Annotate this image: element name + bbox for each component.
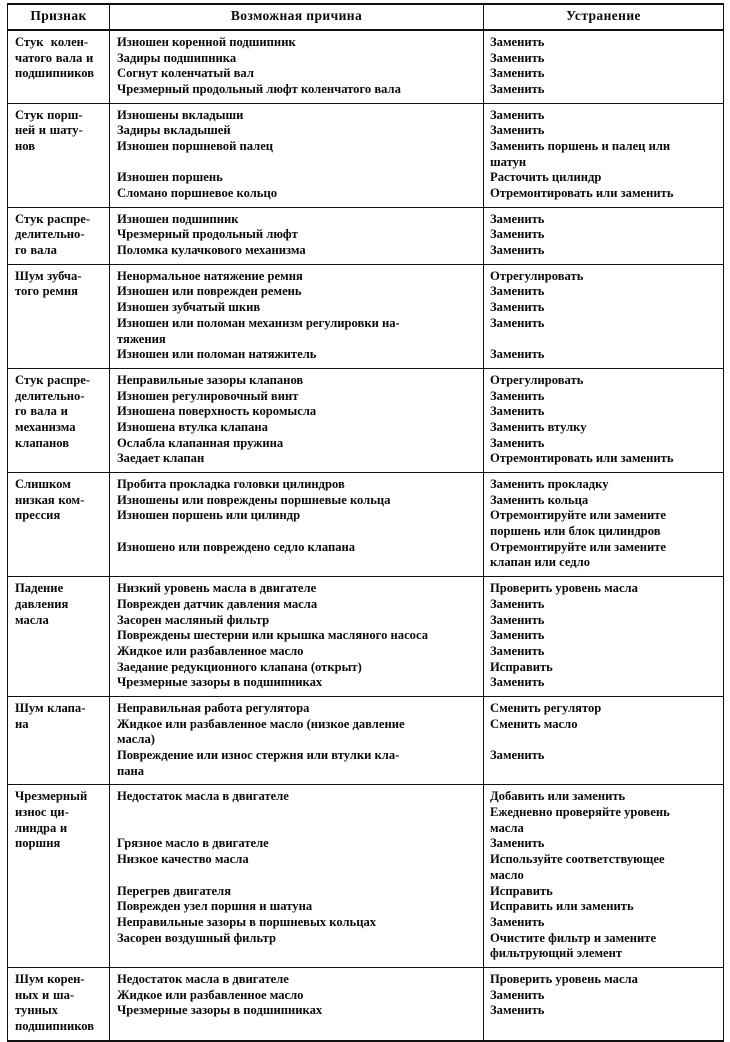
troubleshooting-table: [7, 3, 724, 1042]
cause-line: Грязное масло в двигателе: [117, 836, 269, 851]
cause-line: пана: [117, 763, 145, 778]
symptom-line: масла: [15, 612, 49, 627]
symptom-cell: [8, 577, 110, 697]
remedy-cell: [484, 264, 724, 368]
remedy-line: Заменить: [490, 315, 545, 330]
symptom-line: нов: [15, 138, 36, 153]
symptom-line: низкая ком-: [15, 492, 85, 507]
cause-line: Пробита прокладка головки цилиндров: [117, 477, 345, 492]
symptom-line: прессия: [15, 508, 61, 523]
remedy-line: клапан или седло: [490, 555, 591, 570]
cause-line: Изношен поршневой палец: [117, 138, 274, 153]
cause-line: Заедает клапан: [117, 451, 205, 466]
remedy-line: Проверить уровень масла: [490, 581, 638, 596]
cause-line: Недостаток масла в двигателе: [117, 789, 289, 804]
cause-cell: [110, 785, 484, 968]
remedy-line: Заменить: [490, 50, 545, 65]
cause-line: Изношен поршень или цилиндр: [117, 508, 301, 523]
remedy-line: Сменить регулятор: [490, 700, 602, 715]
remedy-line: Отрегулировать: [490, 372, 584, 387]
remedy-line: Отремонтируйте или замените: [490, 508, 666, 523]
remedy-line: Заменить: [490, 300, 545, 315]
table-row: [8, 264, 724, 368]
cause-line: Низкое качество масла: [117, 852, 249, 867]
cause-line: Согнут коленчатый вал: [117, 66, 254, 81]
cause-line: Ненормальное натяжение ремня: [117, 268, 303, 283]
cause-line: Заедание редукционного клапана (открыт): [117, 659, 362, 674]
table-row: [8, 967, 724, 1040]
remedy-line: Расточить цилиндр: [490, 170, 602, 185]
cause-line: масла): [117, 732, 155, 747]
cause-line: Повреждены шестерни или крышка масляного насоса: [117, 628, 429, 643]
cause-line: Сломано поршневое кольцо: [117, 186, 277, 201]
symptom-cell: [8, 785, 110, 968]
remedy-line: Заменить: [490, 388, 545, 403]
symptom-line: того ремня: [15, 284, 78, 299]
remedy-line: Отремонтировать или заменить: [490, 451, 674, 466]
symptom-cell: [8, 473, 110, 577]
cause-line: Задиры вкладышей: [117, 123, 231, 138]
symptom-line: линдра и: [15, 820, 68, 835]
remedy-line: Заменить поршень и палец или: [490, 138, 671, 153]
symptom-line: поршня: [15, 836, 61, 851]
symptom-line: подшипников: [15, 1019, 95, 1034]
remedy-line: Заменить втулку: [490, 419, 587, 434]
symptom-line: Слишком: [15, 477, 71, 492]
cause-line: Чрезмерные зазоры в подшипниках: [117, 1003, 323, 1018]
remedy-cell: [484, 368, 724, 472]
remedy-cell: [484, 785, 724, 968]
symptom-cell: [8, 103, 110, 207]
remedy-cell: [484, 30, 724, 103]
symptom-line: Стук порш-: [15, 107, 83, 122]
symptom-line: делительно-: [15, 227, 85, 242]
table-row: [8, 473, 724, 577]
column-header-symptom: Признак: [8, 4, 110, 30]
remedy-line: [490, 764, 719, 780]
symptom-cell: [8, 207, 110, 264]
remedy-line: Используйте соответствующее: [490, 852, 665, 867]
remedy-line: Заменить: [490, 211, 545, 226]
remedy-cell: [484, 103, 724, 207]
remedy-line: Заменить: [490, 123, 545, 138]
remedy-line: Добавить или заменить: [490, 789, 626, 804]
symptom-cell: [8, 30, 110, 103]
remedy-line: Исправить: [490, 659, 553, 674]
column-header-remedy: Устранение: [484, 4, 724, 30]
cause-line: Изношен или поврежден ремень: [117, 284, 302, 299]
remedy-line: масла: [490, 820, 524, 835]
symptom-cell: [8, 696, 110, 784]
cause-line: Перегрев двигателя: [117, 883, 232, 898]
remedy-cell: [484, 207, 724, 264]
remedy-cell: [484, 696, 724, 784]
cause-line: Изношена втулка клапана: [117, 419, 268, 434]
cause-line: Низкий уровень масла в двигателе: [117, 581, 317, 596]
cause-line: тяжения: [117, 331, 166, 346]
table-row: [8, 696, 724, 784]
cause-line: [117, 524, 479, 540]
symptom-line: чатого вала и: [15, 50, 94, 65]
cause-cell: [110, 473, 484, 577]
remedy-line: Отремонтируйте или замените: [490, 539, 666, 554]
symptom-line: Шум корен-: [15, 971, 85, 986]
remedy-line: Заменить: [490, 404, 545, 419]
remedy-line: Исправить или заменить: [490, 899, 634, 914]
cause-line: [117, 821, 479, 837]
remedy-line: Заменить: [490, 243, 545, 258]
remedy-line: Заменить: [490, 987, 545, 1002]
column-header-cause: Возможная причина: [110, 4, 484, 30]
table-row: [8, 577, 724, 697]
remedy-line: Заменить: [490, 227, 545, 242]
cause-line: Засорен воздушный фильтр: [117, 930, 277, 945]
remedy-line: Очистите фильтр и замените: [490, 930, 657, 945]
table-row: [8, 368, 724, 472]
remedy-line: [490, 332, 719, 348]
symptom-line: Шум клапа-: [15, 700, 86, 715]
symptom-cell: [8, 264, 110, 368]
cause-line: Изношен подшипник: [117, 211, 239, 226]
table-row: [8, 103, 724, 207]
symptom-line: ней и шату-: [15, 123, 83, 138]
cause-line: Чрезмерный продольный люфт: [117, 227, 298, 242]
symptom-cell: [8, 368, 110, 472]
remedy-line: шатун: [490, 154, 527, 169]
symptom-line: го вала: [15, 243, 57, 258]
cause-line: Поломка кулачкового механизма: [117, 243, 306, 258]
symptom-line: ных и ша-: [15, 987, 75, 1002]
symptom-line: на: [15, 716, 29, 731]
remedy-line: Заменить: [490, 628, 545, 643]
cause-line: Жидкое или разбавленное масло: [117, 987, 304, 1002]
remedy-line: Заменить: [490, 66, 545, 81]
remedy-line: масло: [490, 867, 524, 882]
cause-cell: [110, 103, 484, 207]
remedy-line: Заменить: [490, 435, 545, 450]
cause-line: Изношен или поломан натяжитель: [117, 347, 317, 362]
cause-cell: [110, 207, 484, 264]
cause-line: Изношен поршень: [117, 170, 223, 185]
cause-line: Неправильные зазоры клапанов: [117, 372, 304, 387]
cause-cell: [110, 368, 484, 472]
cause-line: Неправильные зазоры в поршневых кольцах: [117, 914, 377, 929]
table-header: [8, 4, 724, 30]
remedy-line: Заменить: [490, 748, 545, 763]
symptom-line: делительно-: [15, 388, 85, 403]
table-row: [8, 207, 724, 264]
remedy-line: Заменить: [490, 612, 545, 627]
cause-line: Чрезмерный продольный люфт коленчатого вала: [117, 81, 401, 96]
cause-cell: [110, 264, 484, 368]
remedy-line: Заменить: [490, 914, 545, 929]
remedy-line: Заменить: [490, 347, 545, 362]
cause-line: Изношена поверхность коромысла: [117, 404, 317, 419]
table-row: [8, 785, 724, 968]
cause-line: Засорен масляный фильтр: [117, 612, 270, 627]
cause-line: Поврежден узел поршня и шатуна: [117, 899, 313, 914]
cause-cell: [110, 577, 484, 697]
symptom-line: давления: [15, 596, 69, 611]
remedy-line: фильтрующий элемент: [490, 946, 623, 961]
table-row: [8, 30, 724, 103]
cause-cell: [110, 30, 484, 103]
header-row: [8, 4, 724, 30]
cause-line: Ослабла клапанная пружина: [117, 435, 284, 450]
cause-line: Изношен зубчатый шкив: [117, 300, 261, 315]
symptom-line: подшипников: [15, 66, 95, 81]
remedy-cell: [484, 967, 724, 1040]
table-body: [8, 30, 724, 1041]
symptom-line: Стук колен-: [15, 34, 89, 49]
symptom-line: клапанов: [15, 435, 70, 450]
symptom-line: го вала и: [15, 404, 68, 419]
cause-line: Жидкое или разбавленное масло (низкое давление: [117, 716, 405, 731]
cause-line: Изношен коренной подшипник: [117, 34, 296, 49]
remedy-line: Заменить: [490, 1003, 545, 1018]
cause-line: Чрезмерные зазоры в подшипниках: [117, 675, 323, 690]
symptom-line: Падение: [15, 581, 64, 596]
cause-line: Поврежден датчик давления масла: [117, 596, 318, 611]
cause-line: Изношены или повреждены поршневые кольца: [117, 492, 391, 507]
remedy-cell: [484, 577, 724, 697]
symptom-line: механизма: [15, 419, 76, 434]
cause-line: Повреждение или износ стержня или втулки кла-: [117, 748, 400, 763]
symptom-line: Стук распре-: [15, 211, 91, 226]
cause-line: [117, 155, 479, 171]
remedy-line: Отремонтировать или заменить: [490, 186, 674, 201]
remedy-line: Заменить: [490, 34, 545, 49]
cause-line: [117, 805, 479, 821]
remedy-line: Сменить масло: [490, 716, 578, 731]
cause-line: Изношен регулировочный винт: [117, 388, 299, 403]
cause-line: Изношены вкладыши: [117, 107, 244, 122]
remedy-line: Заменить: [490, 107, 545, 122]
remedy-cell: [484, 473, 724, 577]
remedy-line: Заменить кольца: [490, 492, 589, 507]
cause-line: Изношено или повреждено седло клапана: [117, 539, 356, 554]
symptom-line: Чрезмерный: [15, 789, 88, 804]
symptom-line: Шум зубча-: [15, 268, 82, 283]
remedy-line: Заменить: [490, 284, 545, 299]
cause-line: Задиры подшипника: [117, 50, 237, 65]
cause-line: Недостаток масла в двигателе: [117, 971, 289, 986]
remedy-line: Исправить: [490, 883, 553, 898]
scanned-page: [0, 3, 730, 1034]
cause-line: [117, 868, 479, 884]
remedy-line: Заменить: [490, 675, 545, 690]
remedy-line: Заменить: [490, 643, 545, 658]
symptom-line: Стук распре-: [15, 372, 91, 387]
symptom-line: тунных: [15, 1003, 58, 1018]
remedy-line: Ежедневно проверяйте уровень: [490, 805, 670, 820]
cause-line: Жидкое или разбавленное масло: [117, 643, 304, 658]
remedy-line: Заменить: [490, 836, 545, 851]
symptom-cell: [8, 967, 110, 1040]
remedy-line: Заменить прокладку: [490, 477, 609, 492]
remedy-line: Заменить: [490, 596, 545, 611]
remedy-line: [490, 732, 719, 748]
cause-cell: [110, 967, 484, 1040]
cause-line: Изношен или поломан механизм регулировки на-: [117, 315, 400, 330]
remedy-line: Проверить уровень масла: [490, 971, 638, 986]
symptom-line: износ ци-: [15, 805, 69, 820]
remedy-line: Заменить: [490, 81, 545, 96]
remedy-line: поршень или блок цилиндров: [490, 524, 661, 539]
cause-cell: [110, 696, 484, 784]
remedy-line: Отрегулировать: [490, 268, 584, 283]
cause-line: Неправильная работа регулятора: [117, 700, 310, 715]
